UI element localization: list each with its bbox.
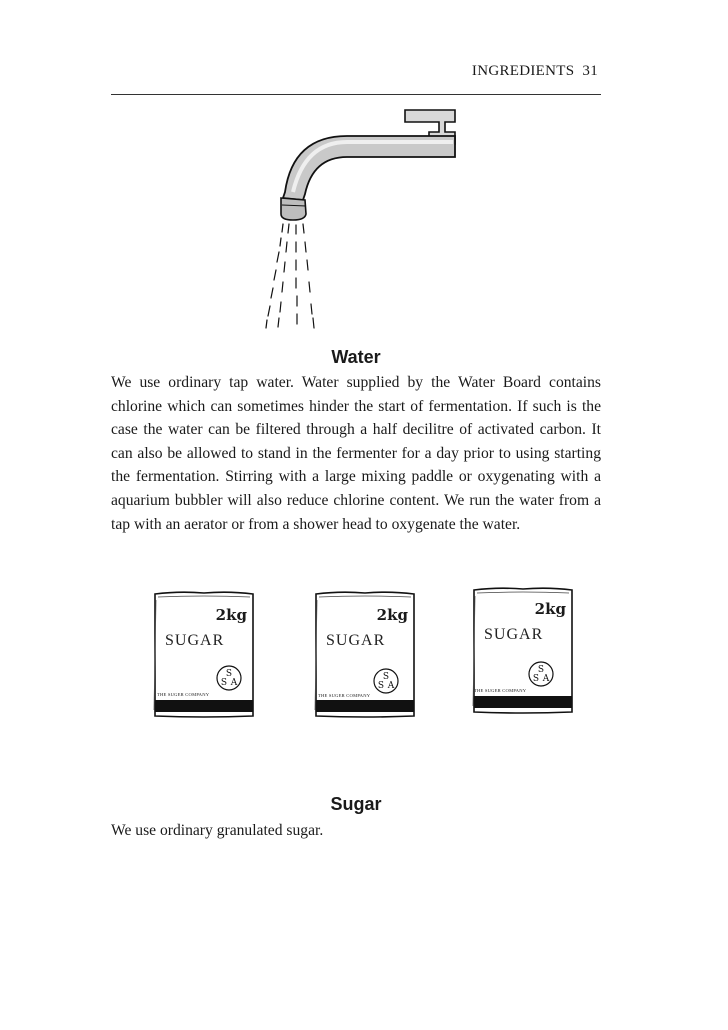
bag-company-label: THE SUGER COMPANY: [474, 688, 527, 693]
sugar-heading: Sugar: [330, 794, 382, 814]
svg-text:S: S: [532, 674, 540, 684]
bag-brand-label: SUGAR: [484, 626, 544, 643]
water-heading: Water: [331, 347, 381, 367]
header-rule: [111, 94, 601, 95]
svg-text:S: S: [220, 678, 228, 688]
svg-text:S: S: [225, 669, 233, 679]
sugar-paragraph: We use ordinary granulated sugar.: [111, 822, 324, 839]
sugar-bag-icon: [310, 590, 420, 720]
bag-brand-label: SUGAR: [165, 632, 225, 649]
running-head: [472, 63, 598, 80]
page-number: 31: [582, 63, 598, 79]
svg-text:S: S: [537, 665, 545, 675]
sugar-bag-icon: [149, 590, 259, 720]
svg-text:A: A: [542, 674, 550, 684]
bag-company-label: THE SUGER COMPANY: [318, 693, 371, 698]
water-faucet-icon: [255, 102, 470, 334]
water-paragraph: We use ordinary tap water. Water supplied by the Water Board contains chlorine which can sometimes hinder the start of fermentation. If such is the case the water can be filtered through a half decilitre of activated carbon. It can also be allowed to stand in the fermenter for a day prior to using starting the fermentation. Stirring with a large mixing paddle or oxygenating with a aquarium bubbler will also reduce chlorine content. We run the water from a tap with an aerator or from a shower head to oxygenate the water.: [111, 374, 601, 533]
section-name: INGREDIENTS: [471, 63, 575, 79]
bag-weight-label: 2kg: [534, 600, 566, 618]
svg-text:S: S: [377, 681, 385, 691]
svg-text:A: A: [387, 681, 395, 691]
bag-weight-label: 2kg: [376, 606, 408, 624]
bag-brand-label: SUGAR: [326, 632, 386, 649]
sugar-bag-icon: [468, 586, 578, 716]
bag-company-label: THE SUGER COMPANY: [157, 692, 210, 697]
svg-text:S: S: [382, 672, 390, 682]
bag-weight-label: 2kg: [215, 606, 247, 624]
svg-text:A: A: [230, 678, 238, 688]
